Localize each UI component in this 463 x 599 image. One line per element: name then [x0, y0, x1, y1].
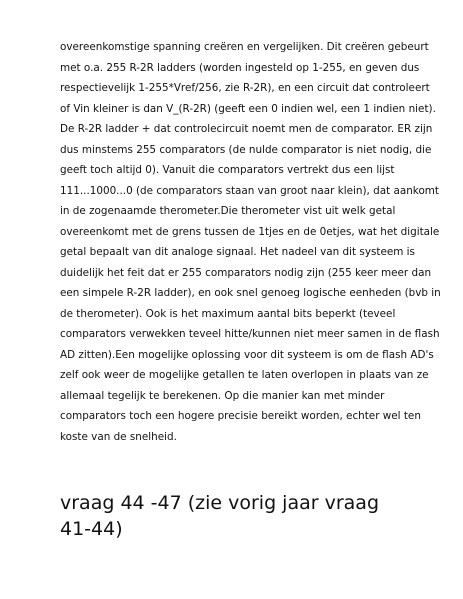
body-paragraph: [60, 37, 441, 447]
paragraph-line: met o.a. 255 R-2R ladders (worden ingesteld op 1-255, en geven dus: [60, 61, 420, 74]
paragraph-line: allemaal tegelijk te berekenen. Op die manier kan met minder: [60, 389, 385, 402]
heading-line: 41-44): [60, 518, 123, 540]
paragraph-line: koste van de snelheid.: [60, 430, 177, 443]
paragraph-line: of Vin kleiner is dan V_(R-2R) (geeft een 0 indien wel, een 1 indien niet).: [60, 102, 436, 115]
section-heading: [60, 490, 440, 542]
paragraph-line: comparators verwekken teveel hitte/kunnen niet meer samen in de flash: [60, 328, 440, 340]
paragraph-line: zelf ook weer de mogelijke getallen te laten overlopen in plaats van ze: [60, 369, 429, 381]
paragraph-line: de therometer). Ook is het maximum aantal bits beperkt (teveel: [60, 307, 396, 320]
paragraph-line: comparators toch een hogere precisie bereikt worden, echter wel ten: [60, 410, 421, 422]
paragraph-line: getal bepaalt van dit analoge signaal. Het nadeel van dit systeem is: [60, 246, 415, 258]
paragraph-line: een simpele R-2R ladder), en ook snel genoeg logische eenheden (bvb in: [60, 287, 441, 299]
paragraph-line: AD zitten).Een mogelijke oplossing voor dit systeem is om de flash AD's: [60, 348, 434, 361]
paragraph-line: in de zogenaamde therometer.Die therometer vist uit welk getal: [60, 205, 396, 217]
paragraph-line: overeenkomt met de grens tussen de 1tjes en de 0etjes, wat het digitale: [60, 225, 440, 238]
paragraph-line: De R-2R ladder + dat controlecircuit noemt men de comparator. ER zijn: [60, 123, 433, 135]
paragraph-line: dus minstems 255 comparators (de nulde comparator is niet nodig, die: [60, 143, 432, 156]
paragraph-line: respectievelijk 1-255*Vref/256, zie R-2R), en een circuit dat controleert: [60, 82, 430, 94]
paragraph-line: duidelijk het feit dat er 255 comparators nodig zijn (255 keer meer dan: [60, 266, 432, 279]
paragraph-line: 111...1000...0 (de comparators staan van groot naar klein), dat aankomt: [60, 184, 439, 197]
paragraph-line: overeenkomstige spanning creëren en vergelijken. Dit creëren gebeurt: [60, 41, 429, 53]
heading-line: vraag 44 -47 (zie vorig jaar vraag: [60, 492, 380, 514]
paragraph-line: geeft toch altijd 0). Vanuit die comparators vertrekt dus een lijst: [60, 164, 395, 176]
